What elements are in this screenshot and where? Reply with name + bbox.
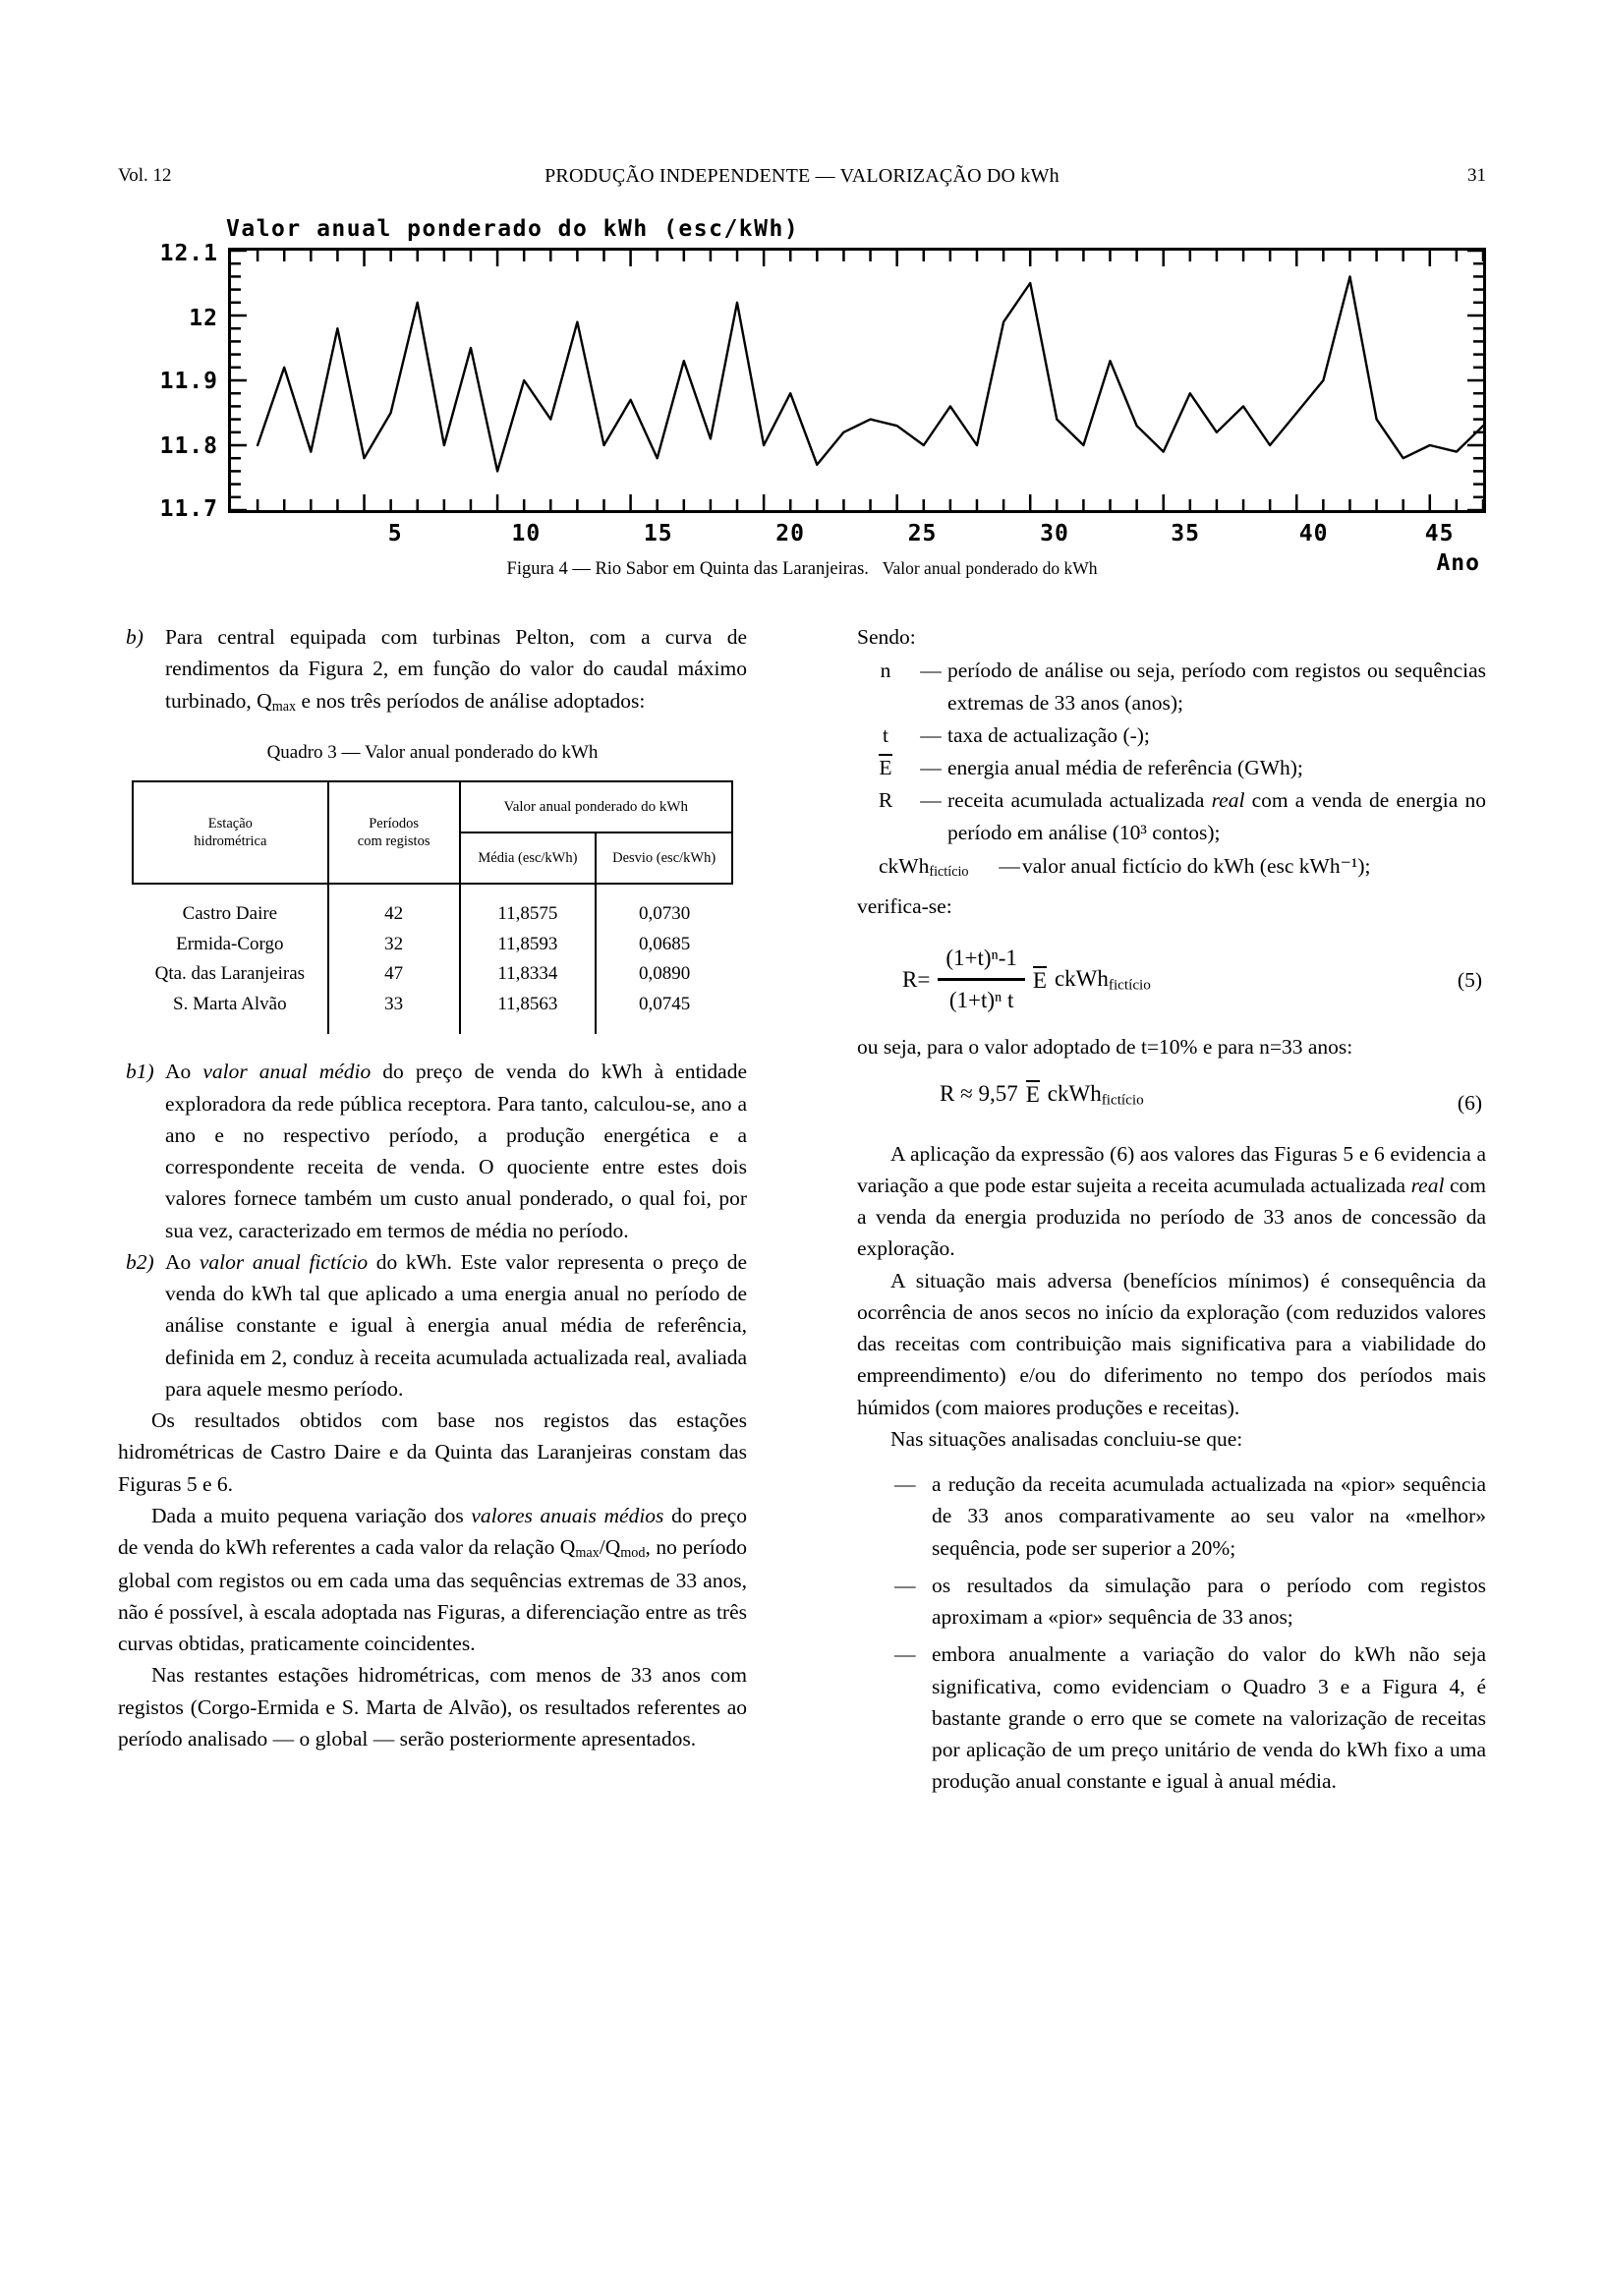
paragraph-aplicacao bbox=[857, 1138, 1486, 1265]
item-b1-pre: Ao bbox=[165, 1060, 203, 1084]
header-periodos bbox=[328, 781, 460, 884]
definition-italic: real bbox=[1211, 788, 1245, 813]
y-tick-11-9: 11.9 bbox=[159, 369, 218, 394]
equation-6-e-bar: E bbox=[1025, 1082, 1040, 1108]
x-tick-35: 35 bbox=[1171, 521, 1200, 546]
volume-label: Vol. 12 bbox=[118, 165, 172, 186]
x-axis-tick-labels bbox=[228, 521, 1486, 554]
definition-text: período de análise ou seja, período com registos ou sequências extremas de 33 anos (anos); bbox=[947, 659, 1486, 715]
running-head bbox=[118, 165, 1486, 193]
sendo-label: Sendo: bbox=[857, 625, 916, 649]
cell-periodos: 42 bbox=[328, 884, 460, 930]
figure-caption bbox=[118, 558, 1486, 580]
cell-media: 11,8575 bbox=[460, 884, 597, 930]
item-b1-post: do preço de venda do kWh à entidade exploradora da rede pública receptora. Para tanto, calculou-se, ano a ano e no respectivo período, a produção energética e a correspondente receita de venda. O quociente entre estes dois valores fornece também um custo anual ponderado, o qual foi, por sua vez, caracterizado em termos de média no período. bbox=[165, 1060, 747, 1242]
table-body bbox=[133, 884, 732, 1034]
list-item-text: os resultados da simulação para o período com registos aproximam a «pior» sequência de 33 anos; bbox=[932, 1573, 1486, 1630]
bullet-dash-icon: — bbox=[894, 1642, 916, 1667]
item-b2-body bbox=[165, 1246, 747, 1405]
equation-5-denominator: (1+t)ⁿ t bbox=[948, 987, 1014, 1012]
definition-symbol: t bbox=[883, 722, 888, 747]
overline-symbol: E bbox=[879, 756, 892, 779]
definition-dash-icon: — bbox=[920, 659, 942, 683]
y-tick-12-1: 12.1 bbox=[159, 241, 218, 266]
item-b1-italic: valor anual médio bbox=[202, 1060, 372, 1084]
equation-6-ckwh-sub: fictício bbox=[1101, 1090, 1144, 1108]
header-desvio: Desvio (esc/kWh) bbox=[596, 832, 732, 884]
header-estacao-l1: Estação bbox=[207, 815, 253, 832]
paragraph-aplicacao-a: A aplicação da expressão (6) aos valores das Figuras 5 e 6 evidencia a variação a que pode estar sujeita a receita acumulada actualizada bbox=[857, 1141, 1486, 1197]
item-b-body bbox=[165, 621, 747, 718]
equation-5-e-bar: E bbox=[1032, 967, 1047, 993]
list-item bbox=[890, 1570, 1486, 1634]
header-media: Média (esc/kWh) bbox=[460, 832, 597, 884]
chart-svg bbox=[231, 251, 1483, 510]
list-item-text: a redução da receita acumulada actualizada na «pior» sequência de 33 anos comparativamente ao seu valor na «melhor» sequência, pode ser superior a 20%; bbox=[932, 1472, 1486, 1560]
quadro-3-table bbox=[132, 780, 733, 1034]
cell-desvio: 0,0890 bbox=[596, 959, 732, 990]
x-tick-45: 45 bbox=[1424, 521, 1455, 546]
cell-media: 11,8334 bbox=[460, 959, 597, 990]
left-column bbox=[118, 621, 747, 1754]
x-tick-15: 15 bbox=[643, 521, 673, 546]
equation-6-number: (6) bbox=[1457, 1090, 1482, 1115]
definition-symbol: n bbox=[880, 659, 891, 683]
cell-periodos: 47 bbox=[328, 959, 460, 990]
table-row bbox=[133, 959, 732, 990]
equation-5 bbox=[857, 942, 1486, 1017]
equation-5-lhs: R= bbox=[902, 966, 931, 992]
y-axis-tick-labels bbox=[118, 241, 224, 522]
y-tick-11-7: 11.7 bbox=[159, 496, 218, 522]
paragraph-variacao-d: , no período global com registos ou em cada uma das sequências extremas de 33 anos, não é possível, à escala adoptada nas Figuras, a diferenciação entre as três curvas obtidas, praticamente coincidentes. bbox=[118, 1535, 747, 1656]
equation-6-ckwh-text: ckWh bbox=[1047, 1080, 1102, 1106]
definition-dash-icon: — bbox=[920, 722, 942, 747]
equation-6-body bbox=[857, 1077, 1486, 1112]
definition-text: energia anual média de referência (GWh); bbox=[947, 756, 1303, 779]
paragraph-situacao: A situação mais adversa (benefícios mínimos) é consequência da ocorrência de anos secos no início da exploração (com reduzidos valores das receitas com contribuição mais significativa para a viabilidade do empreendimento) e/ou do diferimento no tempo dos períodos mais húmidos (com maiores produções e receitas). bbox=[857, 1268, 1486, 1419]
x-tick-25: 25 bbox=[907, 521, 938, 546]
definition-row bbox=[857, 752, 1486, 783]
equation-5-ckwh bbox=[1055, 962, 1151, 997]
item-b-text-2: e nos três períodos de análise adoptados: bbox=[296, 688, 646, 713]
cell-periodos: 33 bbox=[328, 990, 460, 1035]
ou-seja-text: ou seja, para o valor adoptado de t=10% e para n=33 anos: bbox=[857, 1035, 1353, 1060]
item-b-text: Para central equipada com turbinas Pelton, com a curva de rendimentos da Figura 2, em função do valor do caudal máximo turbinado, Q bbox=[165, 625, 747, 713]
definition-ckwh-symbol bbox=[857, 850, 997, 883]
paragraph-aplicacao-italic: real bbox=[1410, 1173, 1445, 1197]
ckwh-symbol-sub: fictício bbox=[929, 863, 969, 880]
definition-dash-icon: — bbox=[920, 788, 942, 813]
y-tick-12: 12 bbox=[189, 306, 218, 331]
paragraph-variacao-c: /Q bbox=[599, 1535, 621, 1560]
cell-estacao: Castro Daire bbox=[182, 903, 278, 925]
table-header-row bbox=[133, 781, 732, 832]
x-tick-5: 5 bbox=[387, 521, 403, 546]
paragraph-restantes: Nas restantes estações hidrométricas, com menos de 33 anos com registos (Corgo-Ermida e S. Marta de Alvão), os resultados referentes ao período analisado — o global — serão posteriormente apresentados. bbox=[118, 1663, 747, 1751]
equation-6 bbox=[857, 1077, 1486, 1128]
chart-canvas bbox=[228, 248, 1486, 513]
ckwh-symbol-text: ckWh bbox=[879, 853, 930, 878]
x-axis-label: Ano bbox=[1436, 550, 1480, 576]
chart-title: Valor anual ponderado do kWh (esc/kWh) bbox=[226, 216, 800, 242]
paragraph-aplicacao-b: com a venda da energia produzida no período de 33 anos de concessão da exploração. bbox=[857, 1173, 1486, 1261]
q-max-subscript: max bbox=[271, 698, 297, 715]
quadro-3-title: Quadro 3 — Valor anual ponderado do kWh bbox=[266, 741, 599, 763]
header-estacao-l2: hidrométrica bbox=[194, 833, 267, 850]
cell-estacao: S. Marta Alvão bbox=[173, 993, 287, 1014]
verifica-se-label: verifica-se: bbox=[857, 894, 952, 919]
definition-text: taxa de actualização (-); bbox=[947, 722, 1150, 747]
x-tick-20: 20 bbox=[775, 521, 806, 546]
cell-estacao: Ermida-Corgo bbox=[176, 933, 284, 954]
header-estacao bbox=[133, 781, 328, 884]
x-tick-40: 40 bbox=[1298, 521, 1329, 546]
item-b2 bbox=[118, 1246, 747, 1405]
cell-media: 11,8563 bbox=[460, 990, 597, 1035]
qmax-sub: max bbox=[575, 1545, 600, 1562]
paragraph-conclusoes: Nas situações analisadas concluiu-se que: bbox=[890, 1426, 1243, 1451]
bullet-dash-icon: — bbox=[894, 1472, 916, 1497]
qmod-sub: mod bbox=[620, 1545, 646, 1562]
definition-ckwh bbox=[857, 850, 1486, 883]
equation-5-body bbox=[857, 942, 1486, 1017]
figure-caption-suffix: Valor anual ponderado do kWh bbox=[882, 558, 1098, 578]
item-b1-marker: b1) bbox=[126, 1060, 154, 1084]
equation-6-ckwh bbox=[1048, 1077, 1144, 1112]
cell-periodos: 32 bbox=[328, 930, 460, 960]
equation-5-ckwh-text: ckWh bbox=[1054, 966, 1109, 992]
paragraph-resultados: Os resultados obtidos com base nos registos das estações hidrométricas de Castro Daire e da Quinta das Laranjeiras constam das Figuras 5 e 6. bbox=[118, 1408, 747, 1496]
item-b-marker: b) bbox=[126, 625, 143, 649]
list-item bbox=[890, 1638, 1486, 1797]
list-item-text: embora anualmente a variação do valor do kWh não seja significativa, como evidenciam o Quadro 3 e a Figura 4, é bastante grande o erro que se comete na valorização de receitas por aplicação de um preço unitário de venda do kWh fixo a uma produção anual constante e igual à anual média. bbox=[932, 1642, 1486, 1794]
definition-row bbox=[857, 784, 1486, 848]
equation-5-fraction bbox=[938, 942, 1025, 1017]
cell-desvio: 0,0745 bbox=[596, 990, 732, 1035]
page-number: 31 bbox=[1467, 165, 1486, 186]
definition-row bbox=[857, 655, 1486, 718]
header-periodos-l2: com registos bbox=[357, 833, 430, 850]
cell-media: 11,8593 bbox=[460, 930, 597, 960]
equation-5-numerator: (1+t)ⁿ-1 bbox=[945, 946, 1017, 971]
definition-ckwh-dash: — bbox=[999, 853, 1020, 878]
bullet-dash-icon: — bbox=[894, 1573, 916, 1597]
cell-desvio: 0,0730 bbox=[596, 884, 732, 930]
item-b2-marker: b2) bbox=[126, 1249, 154, 1274]
item-b1-body bbox=[165, 1056, 747, 1246]
cell-estacao: Qta. das Laranjeiras bbox=[154, 963, 306, 985]
definition-dash-icon: — bbox=[920, 756, 942, 779]
cell-desvio: 0,0685 bbox=[596, 930, 732, 960]
figure-4 bbox=[118, 216, 1486, 579]
header-periodos-l1: Períodos bbox=[369, 815, 419, 832]
definition-list bbox=[857, 655, 1486, 848]
item-b1 bbox=[118, 1056, 747, 1246]
definition-ckwh-text: valor anual fictício do kWh (esc kWh⁻¹); bbox=[1022, 853, 1371, 878]
chart-data-line bbox=[258, 276, 1483, 471]
definition-symbol: R bbox=[878, 788, 893, 813]
equation-6-lhs: R ≈ 9,57 bbox=[940, 1080, 1018, 1106]
conclusions-list bbox=[857, 1468, 1486, 1798]
paragraph-variacao bbox=[118, 1500, 747, 1659]
figure-caption-prefix: Figura 4 — Rio Sabor em Quinta das Laranjeiras. bbox=[506, 559, 869, 579]
definition-row bbox=[857, 719, 1486, 751]
paragraph-variacao-b: do preço de venda do kWh referentes a cada valor da relação Q bbox=[118, 1503, 748, 1560]
equation-5-ckwh-sub: fictício bbox=[1108, 976, 1151, 994]
item-b2-italic: valor anual fictício bbox=[199, 1249, 369, 1274]
y-tick-11-8: 11.8 bbox=[159, 433, 218, 459]
page-title: PRODUÇÃO INDEPENDENTE — VALORIZAÇÃO DO kWh bbox=[544, 165, 1060, 187]
right-column bbox=[857, 621, 1486, 1798]
x-tick-30: 30 bbox=[1040, 521, 1069, 546]
paragraph-variacao-italic: valores anuais médios bbox=[471, 1503, 664, 1527]
paragraph-variacao-a: Dada a muito pequena variação dos bbox=[151, 1503, 472, 1527]
table-row bbox=[133, 930, 732, 960]
header-group-valor: Valor anual ponderado do kWh bbox=[460, 781, 732, 832]
item-b bbox=[118, 621, 747, 718]
definition-symbol bbox=[857, 752, 914, 783]
table-row bbox=[133, 884, 732, 930]
equation-5-number: (5) bbox=[1457, 967, 1482, 992]
item-b2-post: do kWh. Este valor representa o preço de venda do kWh tal que aplicado a uma energia anual no período de análise constante e igual à energia anual média de referência, definida em 2, conduz à receita acumulada actualizada real, avaliada para aquele mesmo período. bbox=[165, 1249, 748, 1401]
list-item bbox=[890, 1468, 1486, 1564]
definition-text: receita acumulada actualizada real com a venda de energia no período em análise (10³ contos); bbox=[947, 788, 1486, 844]
item-b2-pre: Ao bbox=[165, 1249, 200, 1274]
table-row bbox=[133, 990, 732, 1035]
x-tick-10: 10 bbox=[511, 521, 542, 546]
